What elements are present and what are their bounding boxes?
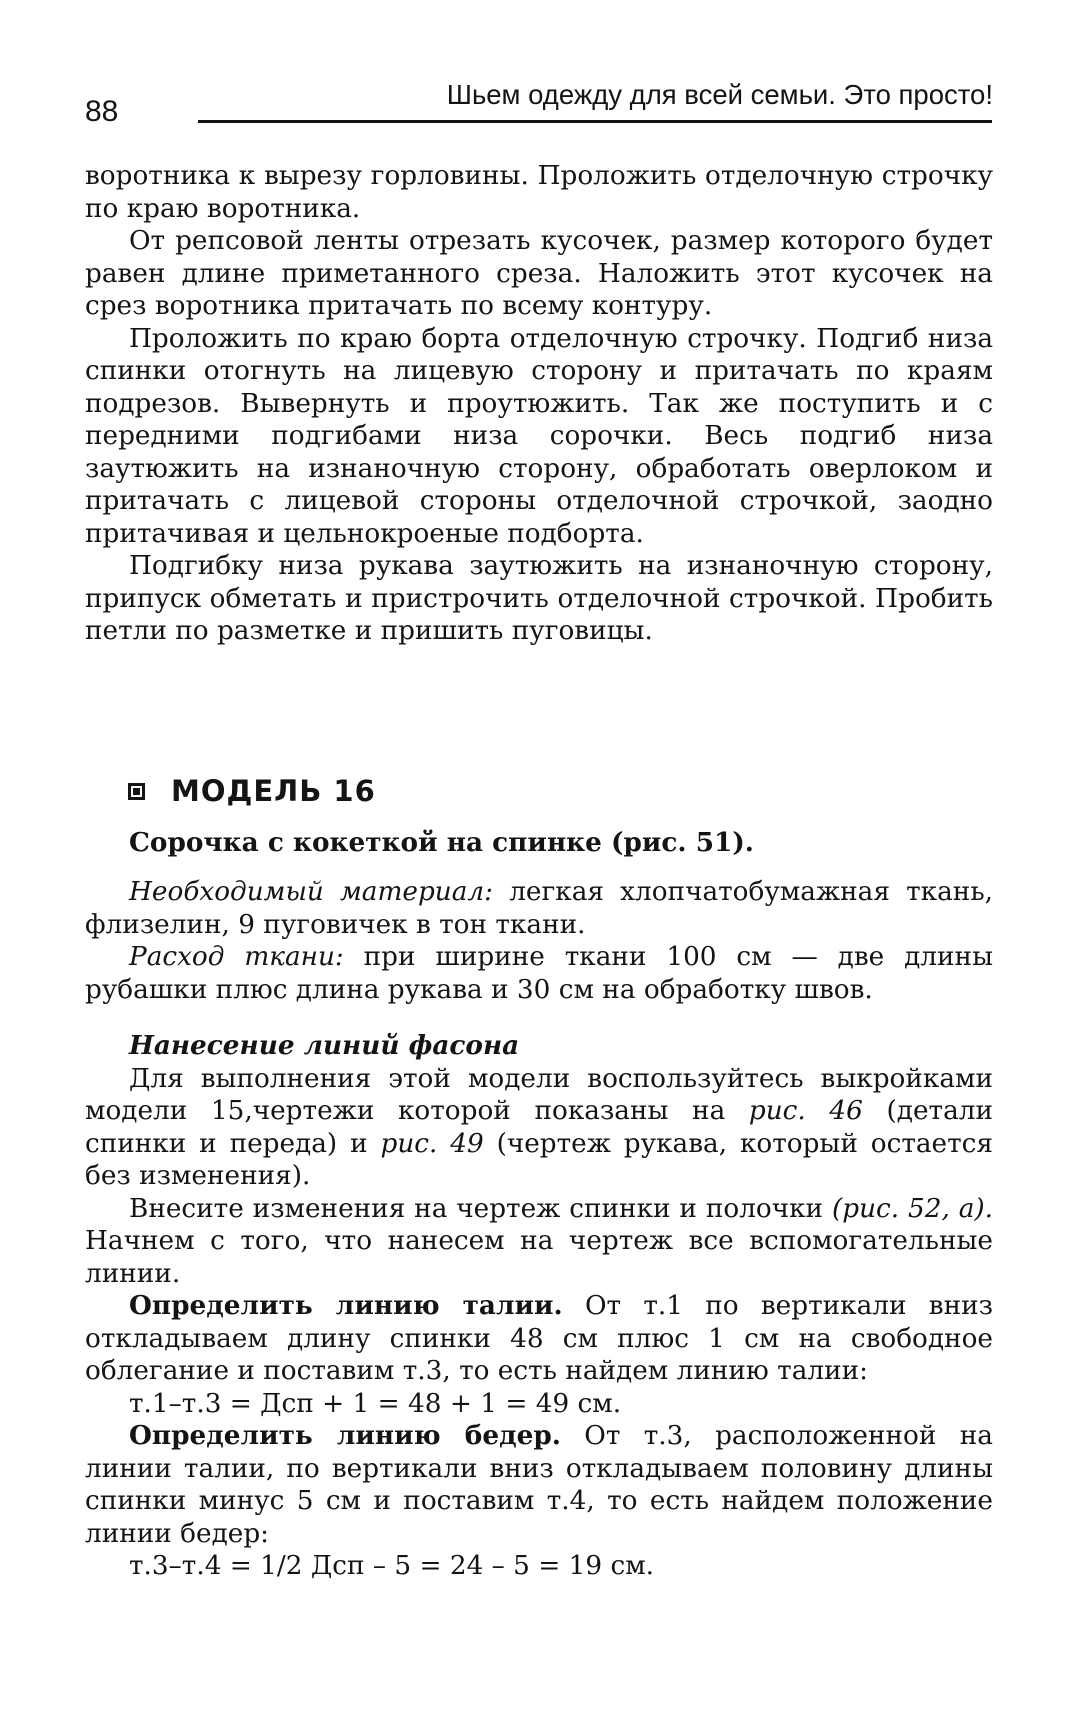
paragraph-hip-line [85,1420,993,1550]
paragraph-waist-line [85,1290,993,1388]
model-heading [128,773,376,809]
figure-ref-49: рис. 49 [380,1128,484,1159]
header-rule [198,120,992,123]
figure-ref-52a: (рис. 52, а). [831,1193,994,1224]
hip-formula: т.3–т.4 = 1/2 Дсп – 5 = 24 – 5 = 19 см. [129,1551,655,1581]
changes-text-b: Начнем с того, что нанесем на чертеж все вспомогательные линии. [85,1226,993,1289]
hip-label: Определить линию бедер. [129,1420,561,1451]
paragraph-collar-continued: воротника к вырезу горловины. Проложить отделочную строчку по краю воротника. [85,161,993,224]
material-label: Необходимый материал: [129,877,494,907]
figure-ref-46: рис. 46 [748,1096,863,1126]
model-text-block [85,826,993,1583]
paragraph-material [85,876,993,941]
page-number: 88 [85,95,119,128]
paragraph-changes [85,1193,993,1291]
changes-text-a: Внесите изменения на чертеж спинки и полочки [129,1193,832,1224]
patterns-text-c: (чертеж рукава, который остается без изменения). [85,1128,993,1191]
top-text-block [85,160,993,648]
paragraph-rep-tape: От репсовой ленты отрезать кусочек, размер которого будет равен длине приметанного среза. Наложить этот кусочек на срез воротника притачать по всему контуру. [85,226,993,321]
paragraph-consumption [85,941,993,1006]
waist-label: Определить линию талии. [129,1290,563,1321]
section-title: Нанесение линий фасона [129,1030,520,1061]
square-bullet-icon [128,783,145,800]
waist-formula: т.1–т.3 = Дсп + 1 = 48 + 1 = 49 см. [129,1388,622,1419]
paragraph-patterns [85,1063,993,1193]
spacer [85,1006,993,1018]
hip-text: От т.3, расположенной на линии талии, по вертикали вниз откладываем половину длины спинки минус 5 см и поставим т.4, то есть найдем положение линии бедер: [85,1421,993,1549]
patterns-text-b: (детали спинки и переда) и [85,1096,993,1159]
running-title: Шьем одежду для всей семьи. Это просто! [446,79,993,110]
model-subtitle: Сорочка с кокеткой на спинке (рис. 51). [129,827,754,858]
model-heading-text: МОДЕЛЬ 16 [171,774,376,808]
consumption-label: Расход ткани: [129,942,344,972]
paragraph-hem-finishing: Проложить по краю борта отделочную строчку. Подгиб низа спинки отогнуть на лицевую сторону и притачать по краям подрезов. Вывернуть и проутюжить. Так же поступить и с передними подгибами низа сорочки. Весь подгиб низа заутюжить на изнаночную сторону, обработать оверлоком и притачать с лицевой стороны отделочной строчкой, заодно притачивая и цельнокроеные подборта. [85,323,993,549]
patterns-text-a: Для выполнения этой модели воспользуйтесь выкройками модели 15,чертежи которой показаны на [85,1063,993,1126]
waist-text: От т.1 по вертикали вниз откладываем длину спинки 48 см плюс 1 см на свободное облегание и поставим т.3, то есть найдем линию талии: [85,1291,993,1386]
consumption-text: при ширине ткани 100 см — две длины рубашки плюс длина рукава и 30 см на обработку швов. [85,942,993,1005]
material-text: легкая хлопчатобумажная ткань, флизелин, 9 пуговичек в тон ткани. [85,877,993,940]
paragraph-sleeve-hem: Подгибку низа рукава заутюжить на изнаночную сторону, припуск обметать и пристрочить отделочной строчкой. Пробить петли по разметке и пришить пуговицы. [85,551,993,646]
